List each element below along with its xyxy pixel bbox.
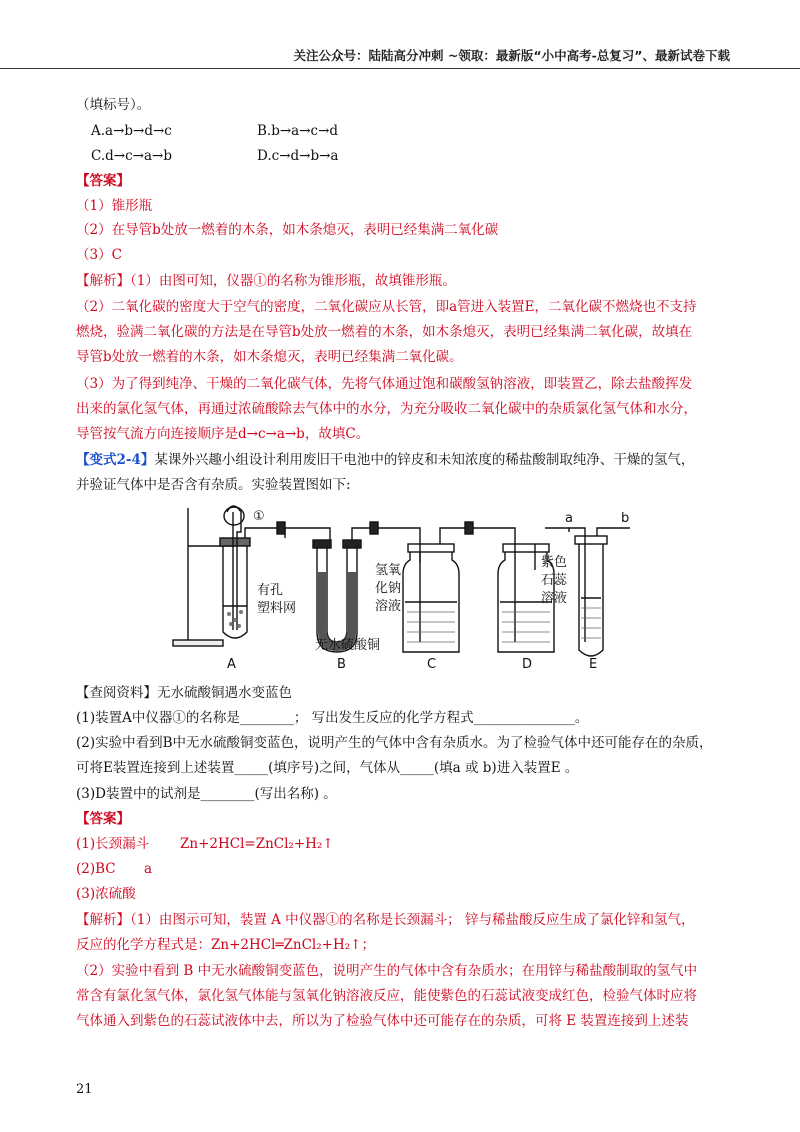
label-cuso4: 无水硫酸铜 — [315, 638, 381, 653]
analysis2-line2: 反应的化学方程式是：Zn+2HCl═ZnCl₂+H₂↑； — [76, 937, 375, 953]
fill-note: （填标号）。 — [76, 97, 151, 113]
answer2-2-pos: (2)BC — [76, 861, 116, 877]
analysis1-line6: 出来的氯化氢气体，再通过浓硫酸除去气体中的水分，为充分吸收二氧化碳中的杂质氯化氢气体和水分， — [76, 401, 697, 417]
page-number: 21 — [76, 1082, 93, 1097]
analysis2-line3: （2）实验中看到 B 中无水硫酸铜变蓝色，说明产生的气体中含有杂质水；在用锌与稀盐酸制取的氢气中 — [76, 963, 698, 979]
question-1: (1)装置A中仪器①的名称是________； 写出发生反应的化学方程式_______________。 — [76, 710, 589, 726]
pipe-e-b — [597, 528, 630, 536]
stand-base — [173, 640, 223, 646]
analysis1-line2: （2）二氧化碳的密度大于空气的密度，二氧化碳应从长管，即a管进入装置E，二氧化碳不燃烧也不支持 — [76, 299, 697, 315]
option-a: A.a→b→d→c — [91, 123, 172, 139]
label-naoh-2: 化钠 — [375, 581, 402, 596]
analysis2-line5: 气体通入到紫色的石蕊试液体中去，所以为了检验气体中还可能存在的杂质，可将 E 装置连接到上述装 — [76, 1013, 689, 1029]
question-2b: 可将E装置连接到上述装置_____(填序号)之间，气体从_____(填a 或 b)进入装置E 。 — [76, 760, 579, 776]
answer2-2-port: a — [144, 861, 153, 877]
label-litmus-2: 石蕊 — [541, 573, 568, 588]
variant-tag: 【变式2-4】 — [76, 452, 155, 468]
label-naoh-3: 溶液 — [375, 599, 402, 614]
label-port-b: b — [621, 511, 630, 526]
label-litmus-3: 溶液 — [541, 591, 568, 606]
label-e: E — [589, 657, 598, 672]
question-2a: (2)实验中看到B中无水硫酸铜变蓝色，说明产生的气体中含有杂质水。为了检验气体中还可能存在的杂质， — [76, 735, 713, 751]
label-naoh-1: 氢氧 — [375, 563, 402, 578]
analysis2-line1: 【解析】（1）由图示可知，装置 A 中仪器①的名称是长颈漏斗； 锌与稀盐酸反应生成了氯化锌和氢气， — [76, 912, 695, 928]
test-tube-e — [579, 542, 603, 656]
answer-tag-2: 【答案】 — [76, 811, 130, 827]
label-litmus-1: 紫色 — [541, 555, 568, 570]
pipe-b-out — [352, 528, 370, 540]
variant-line2: 并验证气体中是否含有杂质。实验装置图如下: — [76, 477, 351, 493]
answer2-1-name: (1)长颈漏斗 — [76, 836, 150, 852]
analysis1-line4: 导管b处放一燃着的木条，如木条熄灭，表明已经集满二氧化碳。 — [76, 349, 463, 365]
header-text: 关注公众号：陆陆高分冲刺 ~领取：最新版“小中高考-总复习”、最新试卷下载 — [293, 48, 730, 63]
label-a: A — [227, 657, 236, 672]
analysis1-line1: 【解析】（1）由图可知，仪器①的名称为锥形瓶，故填锥形瓶。 — [76, 273, 456, 289]
u-tube-inner — [327, 548, 347, 642]
analysis1-line7: 导管按气流方向连接顺序是d→c→a→b，故填C。 — [76, 426, 370, 442]
label-d: D — [522, 657, 533, 672]
variant-line1 — [76, 451, 694, 469]
answer1-1: （1）锥形瓶 — [76, 198, 153, 214]
question-3: (3)D装置中的试剂是________(写出名称) 。 — [76, 786, 337, 802]
label-circle1: ① — [253, 509, 265, 524]
label-port-a: a — [565, 511, 573, 526]
page-header — [0, 44, 800, 69]
label-plastic-2: 塑料网 — [257, 601, 297, 616]
bottle-c — [403, 550, 459, 652]
option-c: C.d→c→a→b — [91, 148, 172, 164]
answer-tag-1: 【答案】 — [76, 173, 130, 189]
stopper-a — [220, 538, 250, 546]
answer2-1-eq: Zn+2HCl=ZnCl₂+H₂↑ — [180, 836, 334, 852]
label-plastic-1: 有孔 — [257, 583, 284, 598]
analysis1-line5: （3）为了得到纯净、干燥的二氧化碳气体，先将气体通过饱和碳酸氢钠溶液，即装置乙，除去盐酸挥发 — [76, 376, 693, 392]
option-d: D.c→d→b→a — [257, 148, 339, 164]
label-c: C — [427, 657, 437, 672]
analysis1-line3: 燃烧，验满二氧化碳的方法是在导管b处放一燃着的木条，如木条熄灭，表明已经集满二氧化碳，故填在 — [76, 324, 693, 340]
answer1-2: （2）在导管b处放一燃着的木条，如木条熄灭，表明已经集满二氧化碳 — [76, 222, 499, 238]
answer1-3: （3）C — [76, 247, 122, 263]
test-tube-a — [223, 546, 247, 638]
analysis2-line4: 常含有氯化氢气体，氯化氢气体能与氢氧化钠溶液反应，能使紫色的石蕊试液变成红色，检验气体时应将 — [76, 988, 697, 1004]
pipe-e-a — [569, 528, 585, 642]
apparatus-figure — [165, 502, 645, 674]
reference-note: 【查阅资料】无水硫酸铜遇水变蓝色 — [76, 685, 292, 701]
label-b: B — [337, 657, 346, 672]
answer2-3: (3)浓硫酸 — [76, 886, 136, 902]
option-b: B.b→a→c→d — [257, 123, 339, 139]
variant-text-1: 某课外兴趣小组设计利用废旧干电池中的锌皮和未知浓度的稀盐酸制取纯净、干燥的氢气， — [154, 452, 695, 468]
